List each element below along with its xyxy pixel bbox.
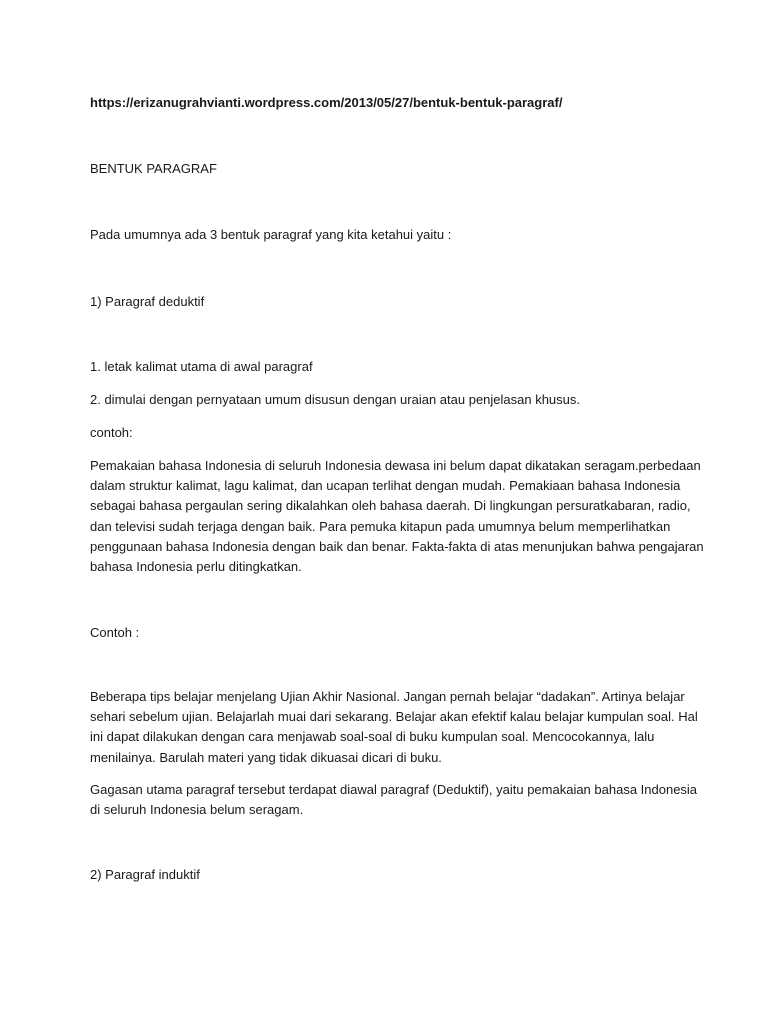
paragraph-line: di seluruh Indonesia belum seragam. [90, 802, 304, 818]
paragraph-line: sehari sebelum ujian. Belajarlah muai dari sekarang. Belajar akan efektif kalau belajar kumpulan soal. Hal [90, 709, 698, 725]
example-1-paragraph [90, 456, 704, 577]
intro-text: Pada umumnya ada 3 bentuk paragraf yang kita ketahui yaitu : [90, 227, 452, 242]
paragraph-line: Pemakaian bahasa Indonesia di seluruh Indonesia dewasa ini belum dapat dikatakan seragam.perbedaan [90, 458, 701, 473]
paragraph-line: dalam struktur kalimat, lagu kalimat, dan ucapan terlihat dengan mudah. Pemakiaan bahasa Indonesia [90, 478, 681, 494]
section-heading-induktif: 2) Paragraf induktif [90, 867, 200, 882]
example-2-label: Contoh : [90, 625, 140, 640]
paragraph-line: sebagai bahasa pergaulan sering dikalahkan oleh bahasa daerah. Di lingkungan persuratkabaran, radio, [90, 498, 691, 514]
point-2: 2. dimulai dengan pernyataan umum disusun dengan uraian atau penjelasan khusus. [90, 392, 581, 407]
point-1: 1. letak kalimat utama di awal paragraf [90, 359, 313, 374]
example-1-label: contoh: [90, 425, 133, 440]
paragraph-line: Gagasan utama paragraf tersebut terdapat diawal paragraf (Deduktif), yaitu pemakaian bahasa Indonesia [90, 782, 698, 797]
source-url: https://erizanugrahvianti.wordpress.com/2013/05/27/bentuk-bentuk-paragraf/ [90, 95, 563, 110]
conclusion-paragraph [90, 780, 698, 820]
paragraph-line: Beberapa tips belajar menjelang Ujian Akhir Nasional. Jangan pernah belajar “dadakan”. Artinya belajar [90, 689, 685, 704]
example-2-paragraph [90, 687, 698, 768]
paragraph-line: penggunaan bahasa Indonesia dengan baik dan benar. Fakta-fakta di atas menunjukan bahwa pengajaran [90, 538, 704, 554]
paragraph-line: dan televisi sudah terjaga dengan baik. Para pemuka kitapun pada umumnya belum memperlihatkan [90, 518, 671, 534]
paragraph-line: menilainya. Barulah materi yang tidak dikuasai dicari di buku. [90, 749, 442, 765]
document-title: BENTUK PARAGRAF [90, 161, 217, 176]
paragraph-line: ini dapat dilakukan dengan cara menjawab soal-soal di buku kumpulan soal. Mencocokannya, lalu [90, 729, 655, 745]
paragraph-line: bahasa Indonesia perlu ditingkatkan. [90, 559, 302, 575]
section-heading-deduktif: 1) Paragraf deduktif [90, 294, 205, 309]
